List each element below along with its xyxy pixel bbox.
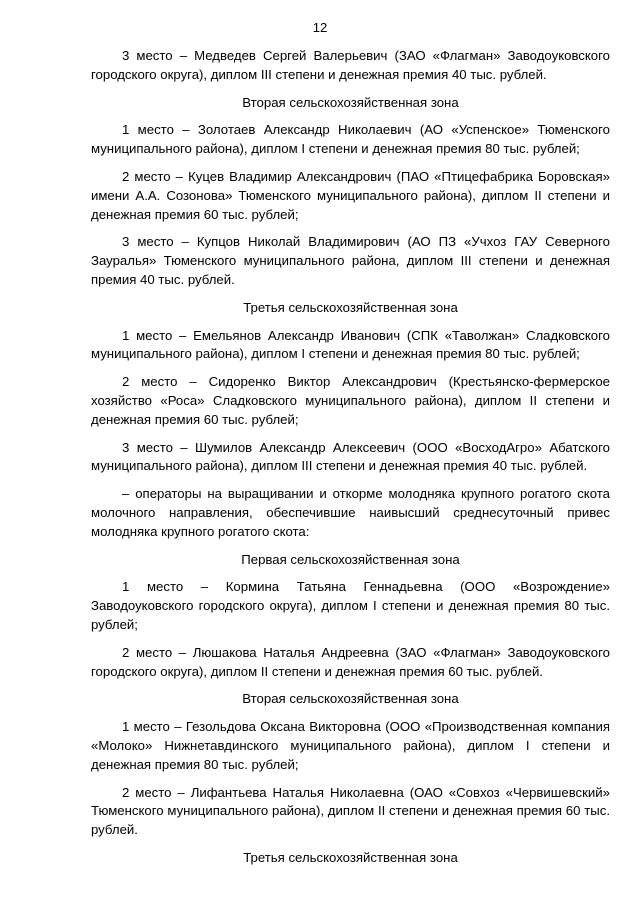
award-paragraph: 3 место – Медведев Сергей Валерьевич (ЗАО «Флагман» Заводоуковского городского округа), диплом III степени и денежная премия 40 тыс. рублей. [91, 48, 610, 82]
category-paragraph: – операторы на выращивании и откорме молодняка крупного рогатого скота молочного направления, обеспечившие наивысший среднесуточный привес молодняка крупного рогатого скота: [91, 486, 610, 539]
zone-heading: Первая сельскохозяйственная зона [241, 551, 460, 567]
award-paragraph: 3 место – Шумилов Александр Алексеевич (ООО «ВосходАгро» Абатского муниципального района), диплом III степени и денежная премия 40 тыс. рублей. [91, 439, 610, 474]
award-paragraph: 2 место – Люшакова Наталья Андреевна (ЗАО «Флагман» Заводоуковского городского округа), диплом II степени и денежная премия 60 тыс. рублей. [91, 644, 610, 679]
award-paragraph: 1 место – Кормина Татьяна Геннадьевна (ООО «Возрождение» Заводоуковского городского округа), диплом I степени и денежная премия 80 тыс. рублей; [91, 579, 610, 632]
award-paragraph: 2 место – Лифантьева Наталья Николаевна (ОАО «Совхоз «Червишевский» Тюменского муниципального района), диплом II степени и денежная премия 60 тыс. рублей. [91, 784, 610, 838]
award-paragraph: 3 место – Купцов Николай Владимирович (АО ПЗ «Учхоз ГАУ Северного Зауралья» Тюменского муниципального района, диплом III степени и денежная премия 40 тыс. рублей. [91, 234, 610, 287]
zone-heading: Третья сельскохозяйственная зона [243, 299, 458, 315]
award-paragraph: 1 место – Золотаев Александр Николаевич (АО «Успенское» Тюменского муниципального района), диплом I степени и денежная премия 80 тыс. рублей; [91, 122, 610, 157]
document-body [91, 47, 610, 877]
zone-heading: Третья сельскохозяйственная зона [243, 849, 458, 865]
award-paragraph: 2 место – Сидоренко Виктор Александрович (Крестьянско-фермерское хозяйство «Роса» Сладковского муниципального района), диплом II степени и денежная премия 60 тыс. рублей; [91, 374, 610, 427]
zone-heading: Вторая сельскохозяйственная зона [242, 691, 459, 707]
zone-heading: Вторая сельскохозяйственная зона [242, 94, 459, 110]
page-number: 12 [312, 20, 328, 35]
award-paragraph: 2 место – Куцев Владимир Александрович (ПАО «Птицефабрика Боровская» имени А.А. Созонова» Тюменского муниципального района), диплом II степени и денежная премия 60 тыс. рублей; [91, 168, 610, 222]
award-paragraph: 1 место – Емельянов Александр Иванович (СПК «Таволжан» Сладковского муниципального района), диплом I степени и денежная премия 80 тыс. рублей; [91, 327, 610, 362]
award-paragraph: 1 место – Гезольдова Оксана Викторовна (ООО «Производственная компания «Молоко» Нижнетавдинского муниципального района), диплом I степени и денежная премия 80 тыс. рублей; [91, 719, 610, 772]
